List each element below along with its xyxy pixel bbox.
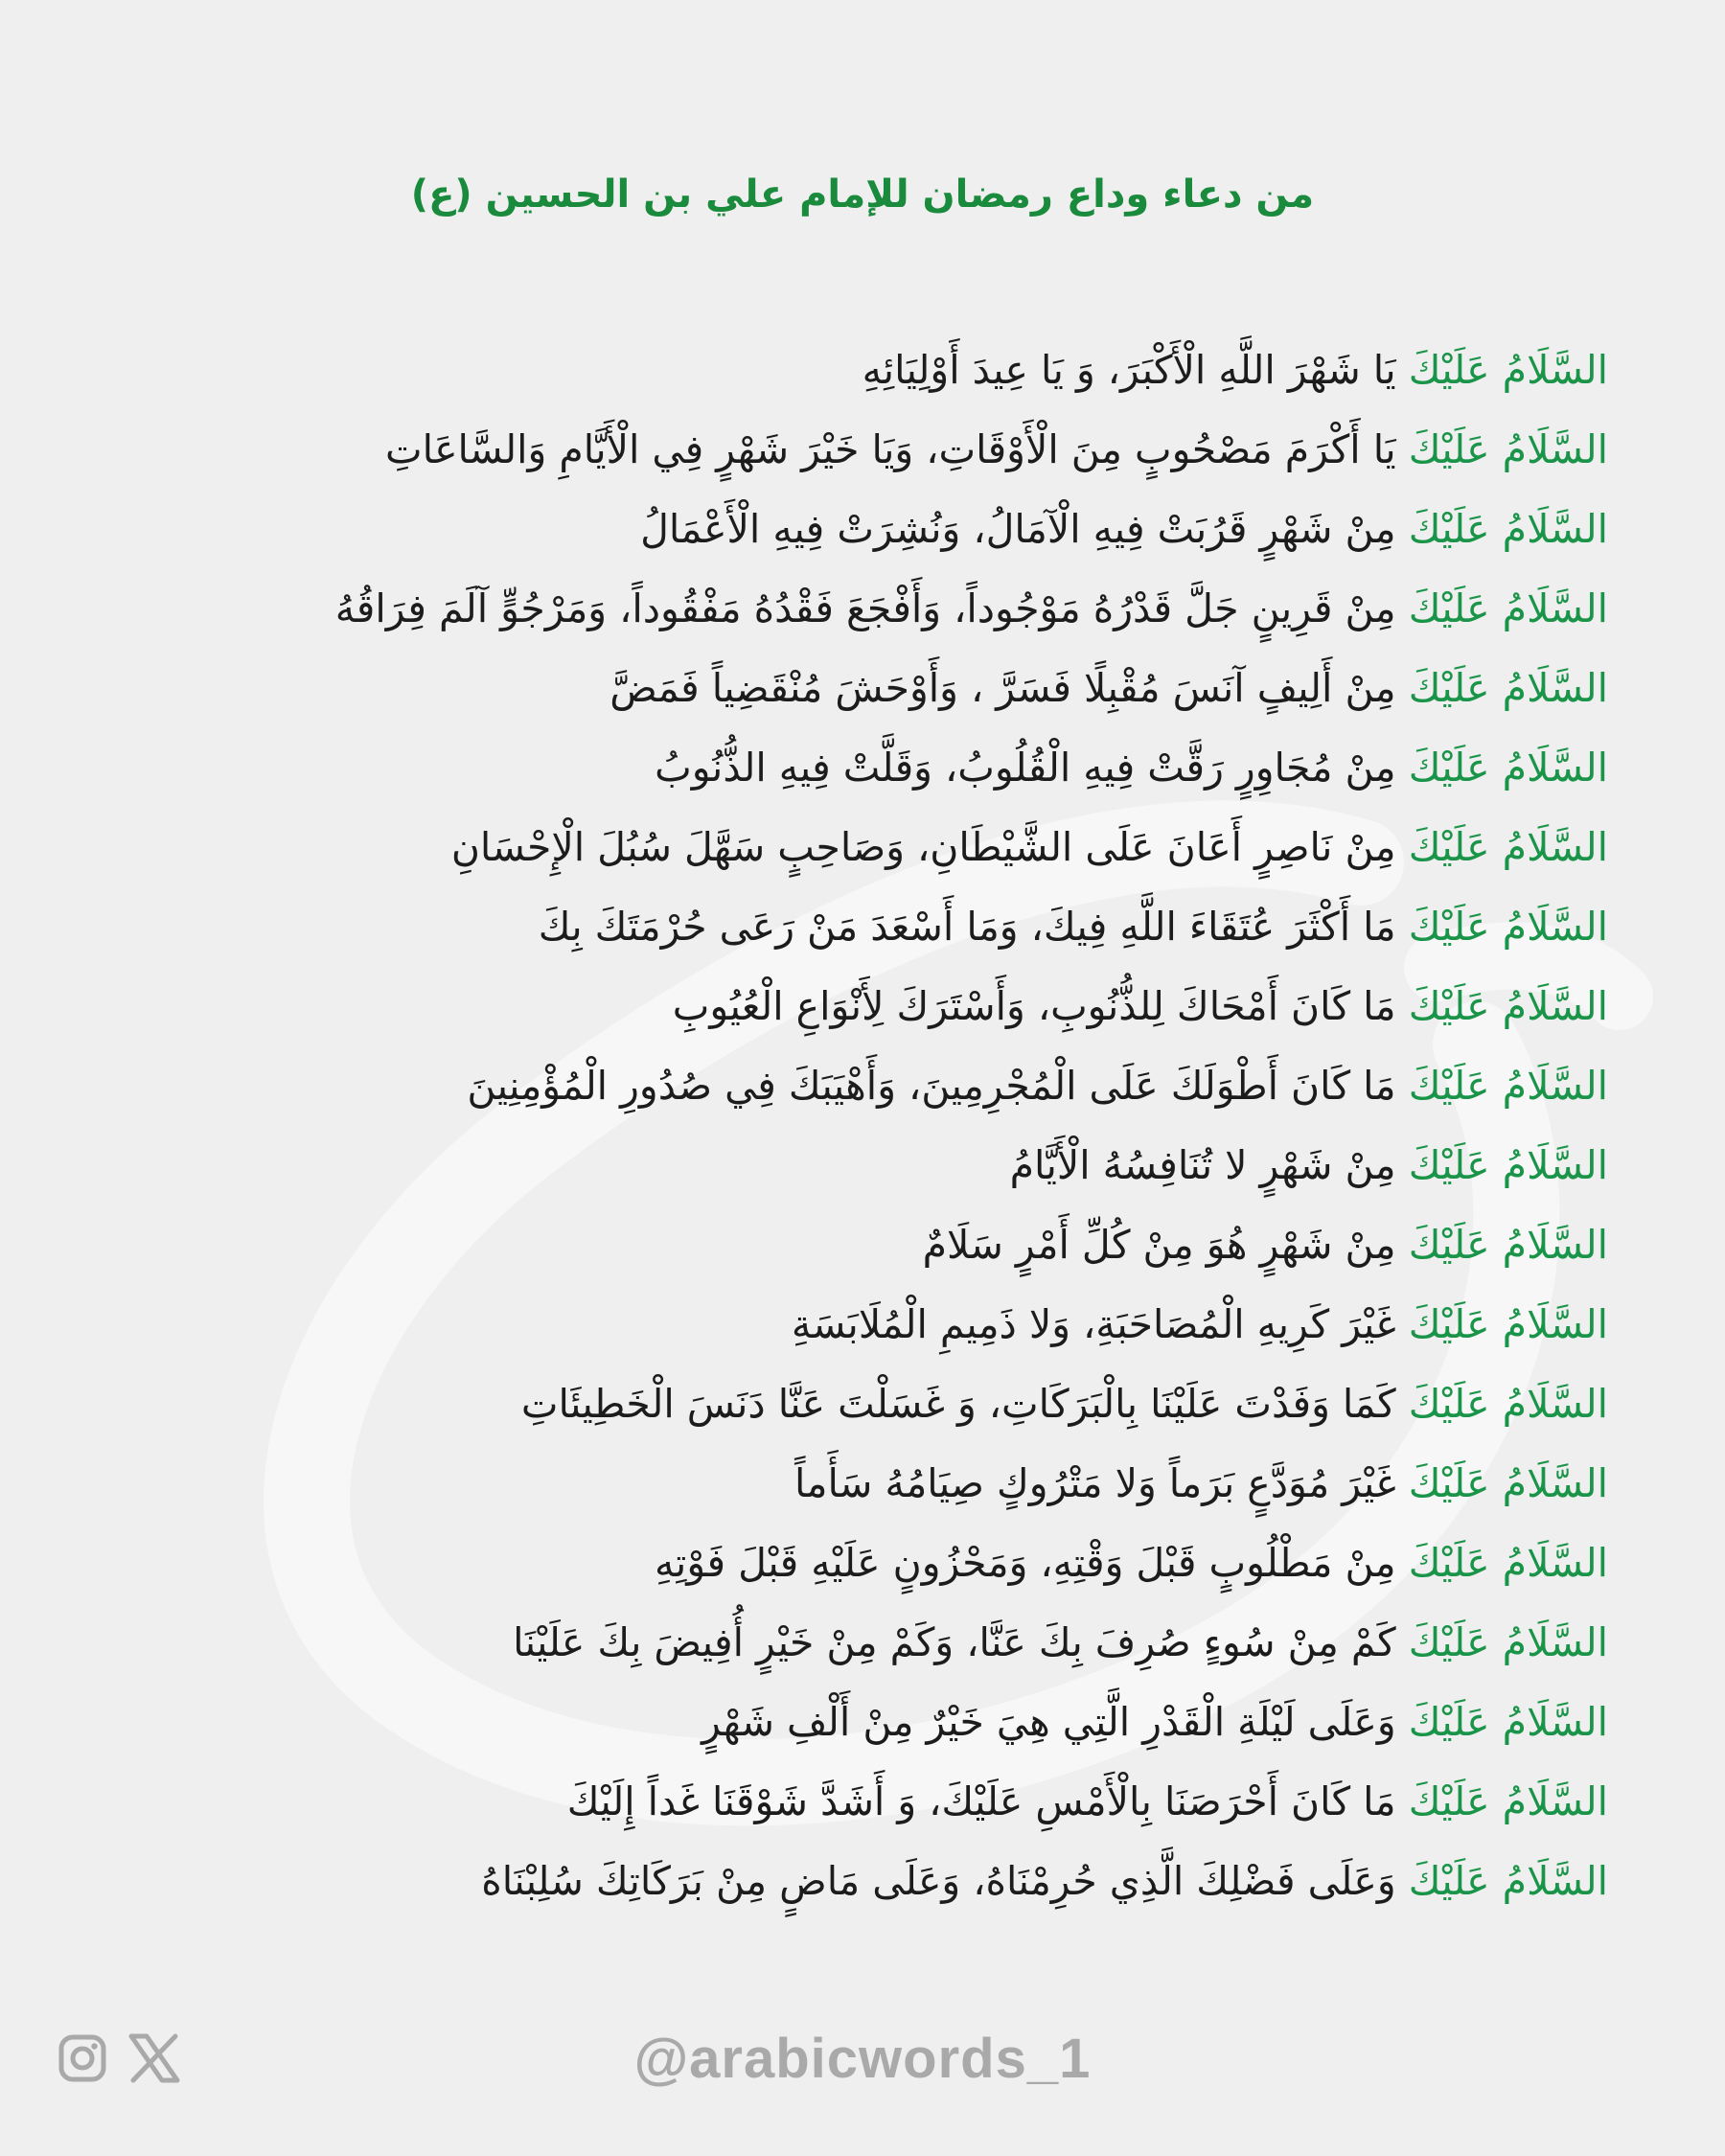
line-text: مِنْ شَهْرٍ قَرُبَتْ فِيهِ الْآمَالُ، وَنُشِرَتْ فِيهِ الْأَعْمَالُ	[640, 506, 1396, 552]
salutation-phrase: السَّلَامُ عَلَيْكَ	[1408, 585, 1608, 631]
supplication-line	[113, 410, 1608, 490]
line-text: مَا كَانَ أَحْرَصَنَا بِالْأَمْسِ عَلَيْكَ، وَ أَشَدَّ شَوْقَنَا غَداً إِلَيْكَ	[566, 1778, 1396, 1824]
supplication-line	[113, 808, 1608, 887]
line-text: غَيْرَ مُوَدَّعٍ بَرَماً وَلا مَتْرُوكٍ صِيَامُهُ سَأَماً	[794, 1460, 1396, 1506]
supplication-line	[113, 1046, 1608, 1126]
line-text: مَا أَكْثَرَ عُتَقَاءَ اللَّهِ فِيكَ، وَمَا أَسْعَدَ مَنْ رَعَى حُرْمَتَكَ بِكَ	[538, 904, 1396, 950]
salutation-phrase: السَّلَامُ عَلَيْكَ	[1408, 1063, 1608, 1109]
salutation-phrase: السَّلَامُ عَلَيْكَ	[1408, 347, 1608, 393]
line-text: مِنْ شَهْرٍ هُوَ مِنْ كُلِّ أَمْرٍ سَلَامٌ	[922, 1222, 1396, 1268]
salutation-phrase: السَّلَامُ عَلَيْكَ	[1408, 506, 1608, 552]
salutation-phrase: السَّلَامُ عَلَيْكَ	[1408, 983, 1608, 1029]
salutation-phrase: السَّلَامُ عَلَيْكَ	[1408, 1699, 1608, 1745]
salutation-phrase: السَّلَامُ عَلَيْكَ	[1408, 824, 1608, 870]
line-text: يَا أَكْرَمَ مَصْحُوبٍ مِنَ الْأَوْقَاتِ، وَيَا خَيْرَ شَهْرٍ فِي الْأَيَّامِ وَالسَّاعَاتِ	[385, 426, 1396, 472]
supplication-line	[113, 1524, 1608, 1603]
supplication-line	[113, 887, 1608, 967]
salutation-phrase: السَّلَامُ عَلَيْكَ	[1408, 1301, 1608, 1347]
supplication-line	[113, 331, 1608, 410]
supplication-line	[113, 1842, 1608, 1921]
salutation-phrase: السَّلَامُ عَلَيْكَ	[1408, 1142, 1608, 1188]
salutation-phrase: السَّلَامُ عَلَيْكَ	[1408, 1619, 1608, 1665]
supplication-line	[113, 490, 1608, 569]
salutation-phrase: السَّلَامُ عَلَيْكَ	[1408, 1858, 1608, 1904]
salutation-phrase: السَّلَامُ عَلَيْكَ	[1408, 745, 1608, 791]
page-title: من دعاء وداع رمضان للإمام علي بن الحسين (ع)	[410, 172, 1315, 217]
line-text: كَمْ مِنْ سُوءٍ صُرِفَ بِكَ عَنَّا، وَكَمْ مِنْ خَيْرٍ أُفِيضَ بِكَ عَلَيْنَا	[513, 1619, 1396, 1665]
supplication-line	[113, 1603, 1608, 1683]
supplication-line	[113, 1444, 1608, 1524]
supplication-line	[113, 649, 1608, 728]
line-text: مَا كَانَ أَطْوَلَكَ عَلَى الْمُجْرِمِينَ، وَأَهْيَبَكَ فِي صُدُورِ الْمُؤْمِنِينَ	[467, 1063, 1396, 1109]
line-text: مِنْ قَرِينٍ جَلَّ قَدْرُهُ مَوْجُوداً، وَأَفْجَعَ فَقْدُهُ مَفْقُوداً، وَمَرْجُوٍّ آلَمَ فِرَاقُهُ	[334, 585, 1396, 631]
line-text: وَعَلَى فَضْلِكَ الَّذِي حُرِمْنَاهُ، وَعَلَى مَاضٍ مِنْ بَرَكَاتِكَ سُلِبْنَاهُ	[481, 1858, 1396, 1904]
salutation-phrase: السَّلَامُ عَلَيْكَ	[1408, 1222, 1608, 1268]
supplication-lines	[113, 331, 1608, 1921]
salutation-phrase: السَّلَامُ عَلَيْكَ	[1408, 665, 1608, 711]
line-text: وَعَلَى لَيْلَةِ الْقَدْرِ الَّتِي هِيَ خَيْرٌ مِنْ أَلْفِ شَهْرٍ	[702, 1699, 1396, 1745]
supplication-line	[113, 1683, 1608, 1762]
salutation-phrase: السَّلَامُ عَلَيْكَ	[1408, 1540, 1608, 1586]
supplication-line	[113, 967, 1608, 1046]
line-text: مَا كَانَ أَمْحَاكَ لِلذُّنُوبِ، وَأَسْتَرَكَ لِأَنْوَاعِ الْعُيُوبِ	[672, 983, 1396, 1029]
supplication-line	[113, 1365, 1608, 1444]
supplication-line	[113, 1285, 1608, 1365]
line-text: مِنْ أَلِيفٍ آنَسَ مُقْبِلًا فَسَرَّ ، وَأَوْحَشَ مُنْقَضِياً فَمَضَّ	[610, 665, 1396, 711]
supplication-line	[113, 728, 1608, 808]
line-text: مِنْ مَطْلُوبٍ قَبْلَ وَقْتِهِ، وَمَحْزُونٍ عَلَيْهِ قَبْلَ فَوْتِهِ	[654, 1540, 1396, 1586]
supplication-line	[113, 1126, 1608, 1205]
supplication-line	[113, 569, 1608, 649]
supplication-line	[113, 1762, 1608, 1842]
line-text: مِنْ مُجَاوِرٍ رَقَّتْ فِيهِ الْقُلُوبُ، وَقَلَّتْ فِيهِ الذُّنُوبُ	[655, 745, 1396, 791]
social-handle: @arabicwords_1	[633, 2028, 1092, 2090]
line-text: يَا شَهْرَ اللَّهِ الْأَكْبَرَ، وَ يَا عِيدَ أَوْلِيَائِهِ	[862, 347, 1396, 393]
salutation-phrase: السَّلَامُ عَلَيْكَ	[1408, 426, 1608, 472]
salutation-phrase: السَّلَامُ عَلَيْكَ	[1408, 1381, 1608, 1427]
line-text: غَيْرَ كَرِيهِ الْمُصَاحَبَةِ، وَلا ذَمِيمِ الْمُلَابَسَةِ	[791, 1301, 1396, 1347]
salutation-phrase: السَّلَامُ عَلَيْكَ	[1408, 904, 1608, 950]
line-text: كَمَا وَفَدْتَ عَلَيْنَا بِالْبَرَكَاتِ، وَ غَسَلْتَ عَنَّا دَنَسَ الْخَطِيئَاتِ	[520, 1381, 1396, 1427]
supplication-line	[113, 1205, 1608, 1285]
salutation-phrase: السَّلَامُ عَلَيْكَ	[1408, 1778, 1608, 1824]
line-text: مِنْ نَاصِرٍ أَعَانَ عَلَى الشَّيْطَانِ، وَصَاحِبٍ سَهَّلَ سُبُلَ الْإِحْسَانِ	[450, 824, 1396, 870]
salutation-phrase: السَّلَامُ عَلَيْكَ	[1408, 1460, 1608, 1506]
line-text: مِنْ شَهْرٍ لا تُنَافِسُهُ الْأَيَّامُ	[1009, 1142, 1396, 1188]
